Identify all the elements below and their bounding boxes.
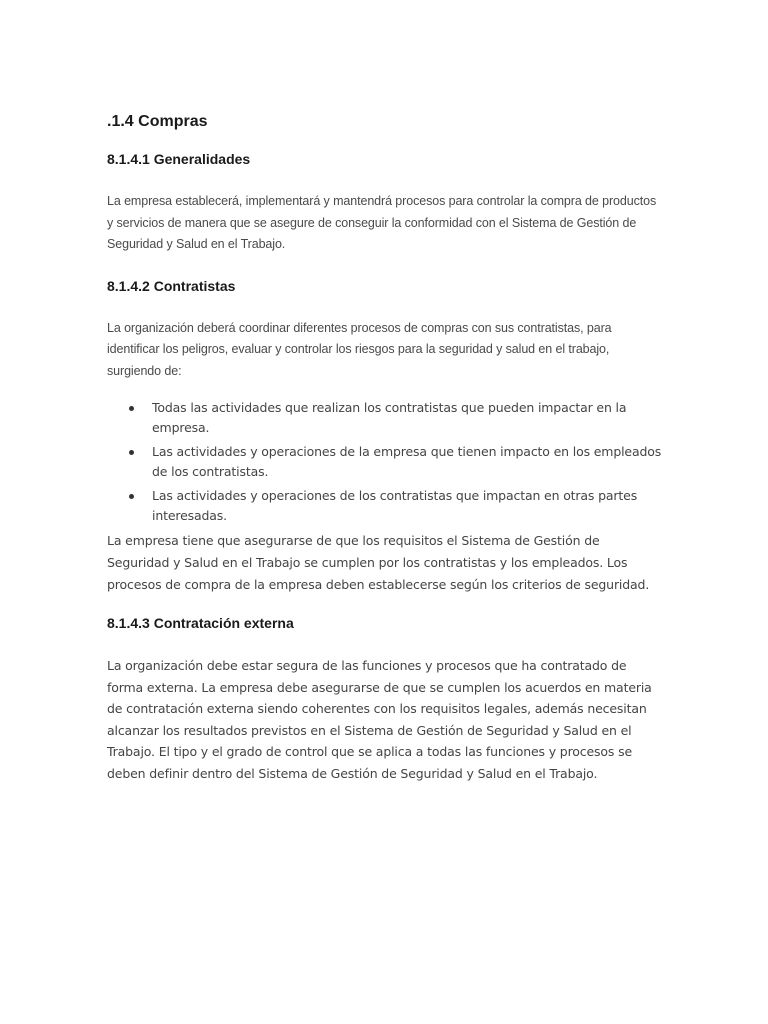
spacer	[107, 168, 663, 191]
spacer	[107, 295, 663, 318]
paragraph-generalidades: La empresa establecerá, implementará y mantendrá procesos para controlar la compra de productos y servicios de manera que se asegure de conseguir la conformidad con el Sistema de Gestión de Seguridad y Salud en el Trabajo.	[107, 194, 657, 251]
bullet-icon	[129, 450, 134, 455]
section-title: .1.4 Compras	[107, 113, 208, 130]
document-page	[107, 112, 663, 785]
spacer	[107, 256, 663, 277]
paragraph-contratacion-externa: La organización debe estar segura de las funciones y procesos que ha contratado de forma externa. La empresa debe asegurarse de que se cumplen los acuerdos en materia de contratación externa siendo coherentes con los requisitos legales, además necesitan alcanzar los resultados previstos en el Sistema de Gestión de Seguridad y Salud en el Trabajo. El tipo y el grado de control que se aplica a todas las funciones y procesos se deben definir dentro del Sistema de Gestión de Seguridad y Salud en el Trabajo.	[107, 658, 652, 781]
bullet-icon	[129, 406, 134, 411]
list-item-text: Las actividades y operaciones de la empresa que tienen impacto en los empleados de los contratistas.	[152, 444, 662, 479]
bullet-list-contratistas	[107, 398, 663, 526]
list-item-text: Todas las actividades que realizan los contratistas que pueden impactar en la empresa.	[152, 400, 627, 435]
subsection-heading-contratacion-externa: 8.1.4.3 Contratación externa	[107, 615, 294, 631]
bullet-icon	[129, 494, 134, 499]
paragraph-contratistas-closing: La empresa tiene que asegurarse de que los requisitos el Sistema de Gestión de Seguridad y Salud en el Trabajo se cumplen por los contratistas y los empleados. Los procesos de compra de la empresa deben establecerse según los criterios de seguridad.	[107, 533, 650, 592]
spacer	[107, 632, 663, 655]
spacer	[107, 596, 663, 614]
spacer	[107, 382, 663, 398]
paragraph-contratistas: La organización deberá coordinar diferentes procesos de compras con sus contratistas, para identificar los peligros, evaluar y controlar los riesgos para la seguridad y salud en el trabajo, surgiendo de:	[107, 320, 612, 378]
list-item	[107, 486, 663, 526]
subsection-heading-generalidades: 8.1.4.1 Generalidades	[107, 151, 251, 167]
list-item	[107, 442, 663, 482]
list-item-text: Las actividades y operaciones de los contratistas que impactan en otras partes interesadas.	[152, 488, 638, 523]
subsection-heading-contratistas: 8.1.4.2 Contratistas	[107, 277, 236, 294]
list-item	[107, 398, 663, 438]
